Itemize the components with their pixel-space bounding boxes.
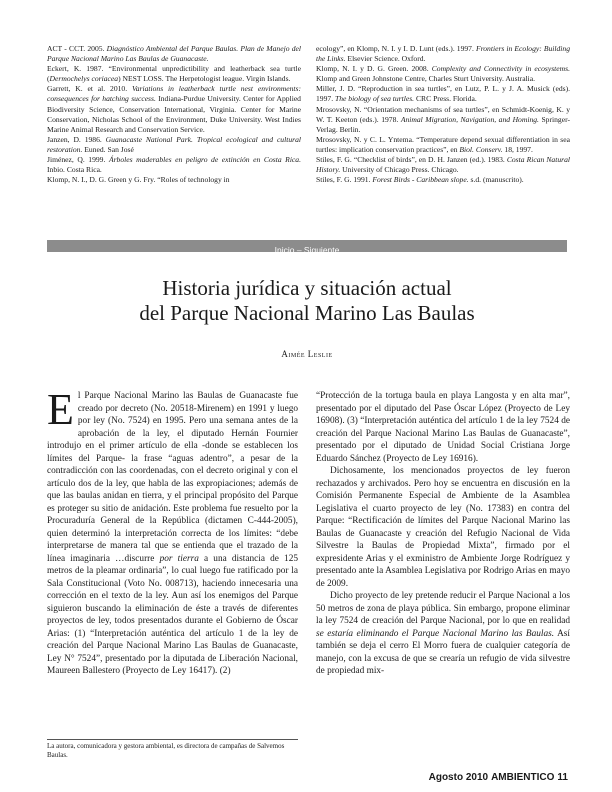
title-line-1: Historia jurídica y situación actual [162,276,452,300]
body-right-column [316,390,570,678]
reference-entry: Janzen, D. 1986. Guanacaste National Park. Tropical ecological and cultural restoration. Euned. San José [47,134,301,154]
reference-entry: Stiles, F. G. 1991. Forest Birds - Caribbean slope. s.d. (manuscrito). [316,175,524,185]
reference-entry: Garrett, K. et al. 2010. Variations in leatherback turtle nest environments: consequences for hatching success. Indiana-Purdue University. Center for Applied Biodiversity Science, Conservation International, Virginia. Center for Marine Conservation, Nicholas School of the Environment, Duke University. West Indies Marine Animal Research and Conservation Service. [47,84,301,134]
body-paragraph: Dicho proyecto de ley pretende reducir el Parque Nacional a los 50 metros de zona de playa pública. Sin embargo, propone eliminar la ley 7524 de creación del Parque Nacional, por lo que en realidad se estaría eliminando el Parque Nacional Marino las Baulas. Así también se deja el cerro El Morro fuera de cualquier categoría de manejo, con la excusa de que se crearía un refugio de vida silvestre de propiedad mix- [316,591,570,676]
reference-entry: ACT - CCT. 2005. Diagnóstico Ambiental del Parque Baulas. Plan de Manejo del Parque Nacional Marino Las Baulas de Guanacaste. [47,44,301,64]
nav-banner[interactable] [47,240,567,255]
references-left-column [47,44,301,185]
reference-entry: Stiles, F. G. “Checklist of birds”, en D. H. Janzen (ed.). 1983. Costa Rican Natural History. University of Chicago Press. Chicago. [316,155,570,175]
article-title [47,276,567,326]
footnote-divider [47,739,298,740]
page-number: 11 [557,772,568,783]
body-paragraph: “Protección de la tortuga baula en playa Langosta y en alta mar”, presentado por el diputado del Pase Óscar López (Proyecto de Ley 16908). (3) “Interpretación auténtica del artículo 1 de la ley 7524 de creación del Parque Nacional Marino Las Baulas de Guanacaste”, presentado por el diputado de Unidad Social Cristiana Jorge Eduardo Sánchez (Proyecto de Ley 16916). [316,391,570,464]
reference-entry: Mrosovsky, N. y C. L. Yntema. “Temperature depend sexual differentiation in sea turtles: implication conservation practices”, en Biol. Conserv. 18, 1997. [316,134,570,154]
reference-entry: ecology”, en Klomp, N. I. y I. D. Lunt (eds.). 1997. Frontiers in Ecology: Building the Links. Elsevier Science. Oxford. [316,44,571,64]
reference-entry: Klomp, N. I., D. G. Green y G. Fry. “Roles of technology in [47,175,230,185]
title-line-2: del Parque Nacional Marino Las Baulas [139,301,475,325]
article-author: Aimée Leslie [281,349,333,359]
reference-entry: Klomp, N. I. y D. G. Green. 2008. Complexity and Connectivity in ecosystems. Klomp and Green Johnstone Centre, Charles Sturt University. Australia. [316,64,570,84]
nav-banner-link[interactable]: Inicio – Siguiente [274,245,340,255]
drop-cap: E [47,385,74,434]
author-footnote: La autora, comunicadora y gestora ambiental, es directora de campañas de Salvemos Baulas. [47,742,285,759]
page-folio [426,772,568,783]
issue-date: Agosto 2010 [428,772,489,783]
references-right-column [316,44,570,185]
body-left-column [47,385,298,678]
reference-entry: Miller, J. D. “Reproduction in sea turtles”, en Lutz, P. L. y J. A. Musick (eds). 1997. The biology of sea turtles. CRC Press. Florida. [316,84,570,104]
reference-entry: Jiménez, Q. 1999. Árboles maderables en peligro de extinción en Costa Rica. Inbio. Costa Rica. [47,155,301,175]
body-paragraph: Dichosamente, los mencionados proyectos de ley fueron rechazados y archivados. Pero hoy se encuentra en discusión en la Comisión Permanente Especial de Ambiente de la Asamblea Legislativa el cuarto proyecto de ley (No. 17383) en contra del Parque: “Rectificación de límites del Parque Nacional Marino las Baulas de Guanacaste y creación del Refugio Nacional de Vida Silvestre la Baulas de Propiedad Mixta”, firmado por el expresidente Arias y el exministro de Ambiente Jorge Rodríguez y presentado ante la Asamblea Legislativa por Rodrigo Arias en mayo de 2009. [316,466,570,589]
reference-entry: Mrosovsky, N. “Orientation mechanisms of sea turtles”, en Schmidt-Koenig, K. y W. T. Keeton (eds.). 1978. Animal Migration, Navigation, and Homing. Springer-Verlag. Berlin. [316,104,570,134]
body-paragraph: El Parque Nacional Marino las Baulas de Guanacaste fue creado por decreto (No. 20518-Mirenem) en 1991 y luego por ley (No. 7524) en 1995. Pero una semana antes de la aprobación de la ley, el diputado Hernán Fournier introdujo en el primer artículo de ella -donde se establecen los límites del Parque- la frase “aguas adentro”, a pesar de la contradicción con las coordenadas, con el decreto original y con el artículo dos de la ley, que habla de las expropiaciones; además de que las baulas anidan en tierra, y el principal propósito del Parque es proteger su sitio de anidación. Este problema fue resuelto por la Procuraduría General de la República (dictamen C-444-2005), quien determinó la interpretación correcta de los límites: “debe interpretarse de manera tal que se entienda que el trazado de la línea imaginaria …discurre por tierra a una distancia de 125 metros de la pleamar ordinaria”, lo cual luego fue ratificado por la Sala Constitucional (Voto No. 008713), haciendo innecesaria una corrección en el texto de la ley. Aun así los enemigos del Parque siguieron buscando la eliminación de éste a través de diferentes proyectos de ley, todos presentados durante el Gobierno de Óscar Arias: (1) “Interpretación auténtica del artículo 1 de la ley de creación del Parque Nacional Marino Las Baulas de Guanacaste, Ley N° 7524”, presentado por la diputada de Liberación Nacional, Maureen Ballestero (Proyecto de Ley 16417). (2) [47,385,298,676]
reference-entry: Eckert, K. 1987. “Environmental unpredictibility and leatherback sea turtle (Dermochelys coriacea) NEST LOSS. The Herpetologist league. Virgin Islands. [47,64,301,84]
magazine-brand: AMBIENTICO [491,772,555,783]
